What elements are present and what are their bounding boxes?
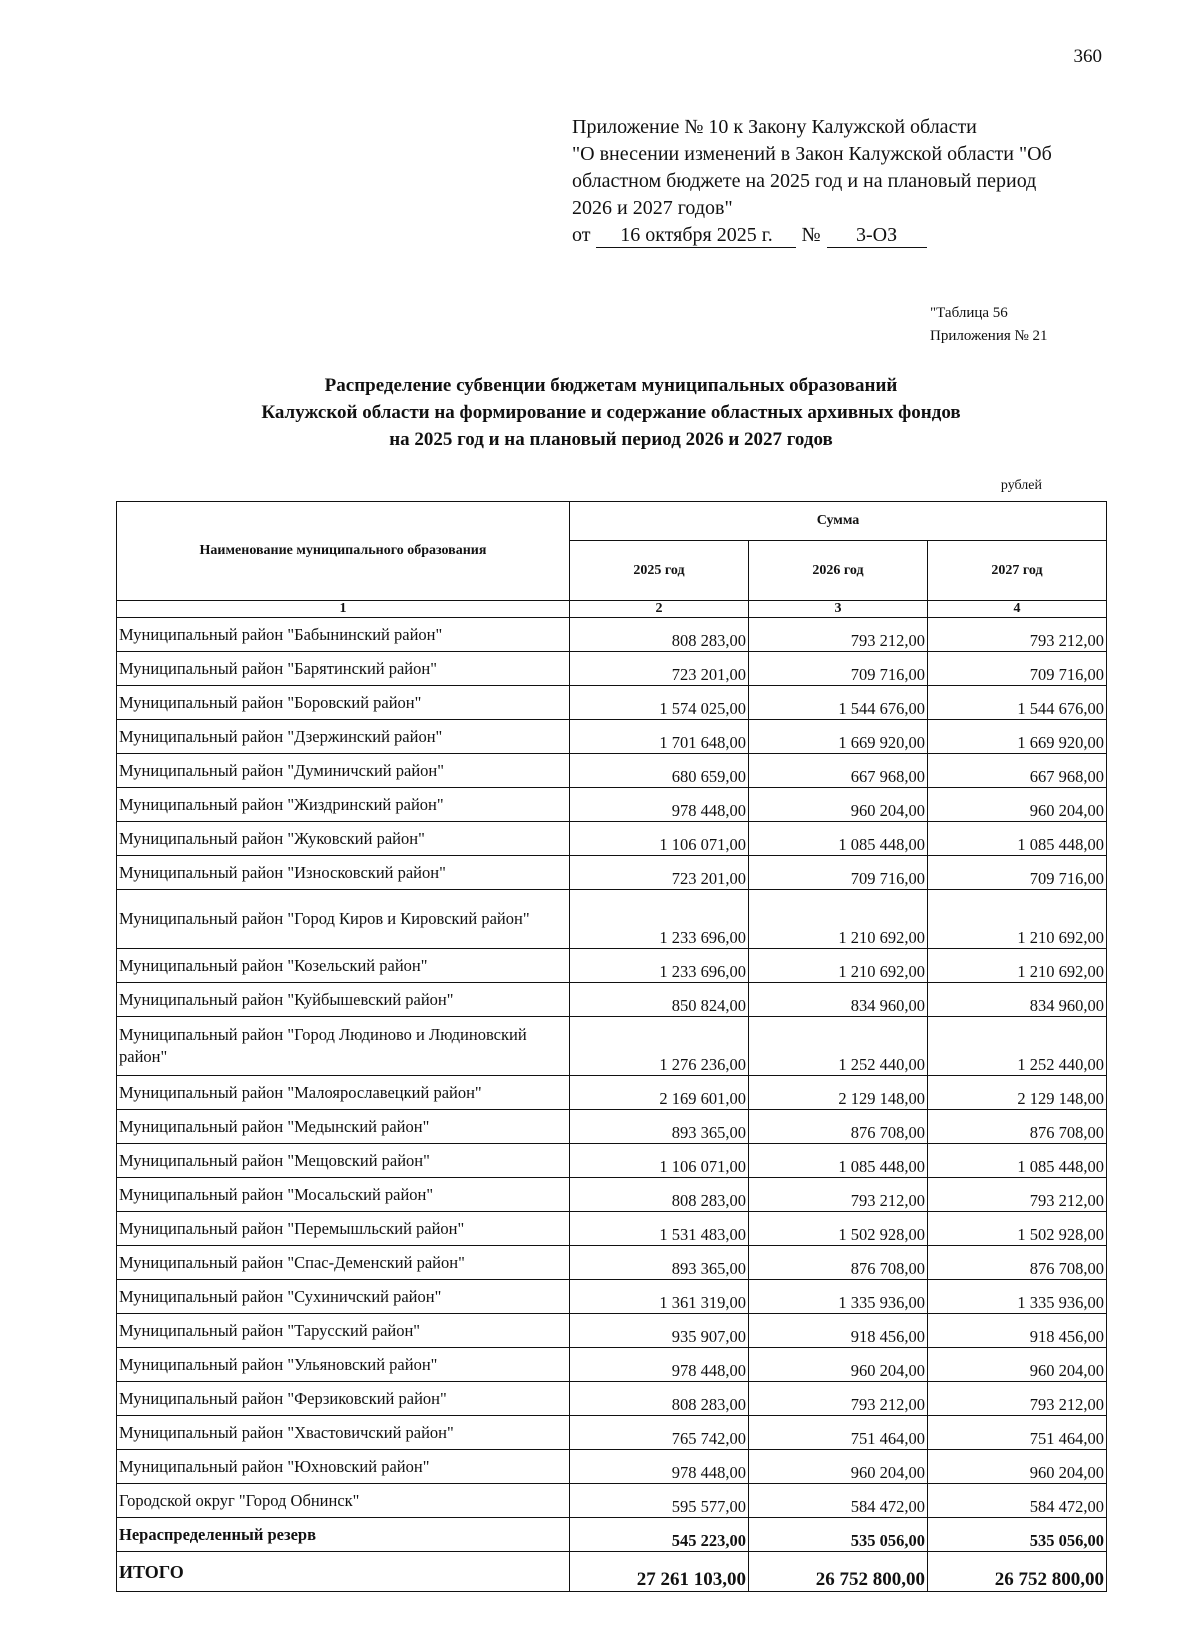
amount-2027: 1 502 928,00 — [928, 1212, 1107, 1246]
amount-2026: 834 960,00 — [749, 983, 928, 1017]
table-ref-line: Приложения № 21 — [930, 328, 1048, 344]
column-index: 2 — [570, 601, 749, 618]
table-row — [117, 1178, 1107, 1212]
table-row — [117, 1110, 1107, 1144]
amount-2027: 876 708,00 — [928, 1110, 1107, 1144]
amount-2025: 765 742,00 — [570, 1416, 749, 1450]
amount-2027: 918 456,00 — [928, 1314, 1107, 1348]
municipality-name: Городской округ "Город Обнинск" — [117, 1484, 570, 1518]
column-index: 4 — [928, 601, 1107, 618]
amount-2025: 1 233 696,00 — [570, 890, 749, 949]
amount-2025: 893 365,00 — [570, 1246, 749, 1280]
document-number: 3-ОЗ — [827, 223, 927, 248]
amount-2027: 709 716,00 — [928, 856, 1107, 890]
amount-2027: 1 335 936,00 — [928, 1280, 1107, 1314]
table-row — [117, 983, 1107, 1017]
municipality-name: Муниципальный район "Жиздринский район" — [117, 788, 570, 822]
units-label: рублей — [1000, 478, 1042, 493]
table-row — [117, 1017, 1107, 1076]
municipality-name: Муниципальный район "Куйбышевский район" — [117, 983, 570, 1017]
municipality-name: Муниципальный район "Сухиничский район" — [117, 1280, 570, 1314]
amount-2025: 978 448,00 — [570, 788, 749, 822]
amount-2025: 893 365,00 — [570, 1110, 749, 1144]
amount-2025: 808 283,00 — [570, 1382, 749, 1416]
amount-2026: 960 204,00 — [749, 788, 928, 822]
attachment-header — [572, 114, 1112, 249]
amount-2026: 876 708,00 — [749, 1110, 928, 1144]
table-ref-line: "Таблица 56 — [930, 305, 1008, 321]
amount-2025: 1 701 648,00 — [570, 720, 749, 754]
table-row — [117, 618, 1107, 652]
amount-2027: 709 716,00 — [928, 652, 1107, 686]
amount-2025: 680 659,00 — [570, 754, 749, 788]
amount-2026: 793 212,00 — [749, 618, 928, 652]
table-row — [117, 788, 1107, 822]
amount-2027: 1 252 440,00 — [928, 1017, 1107, 1076]
amount-2027: 1 085 448,00 — [928, 822, 1107, 856]
amount-2027: 793 212,00 — [928, 1382, 1107, 1416]
table-row — [117, 1144, 1107, 1178]
municipality-name: Муниципальный район "Малоярославецкий район" — [117, 1076, 570, 1110]
amount-2026: 709 716,00 — [749, 652, 928, 686]
municipality-name: Муниципальный район "Перемышльский район" — [117, 1212, 570, 1246]
amount-2026: 1 210 692,00 — [749, 949, 928, 983]
amount-2025: 595 577,00 — [570, 1484, 749, 1518]
amount-2026: 1 669 920,00 — [749, 720, 928, 754]
municipality-name: Муниципальный район "Тарусский район" — [117, 1314, 570, 1348]
table-reference — [930, 302, 1048, 348]
amount-2026: 584 472,00 — [749, 1484, 928, 1518]
municipality-name: Муниципальный район "Спас-Деменский район" — [117, 1246, 570, 1280]
amount-2026: 1 502 928,00 — [749, 1212, 928, 1246]
amount-2027: 584 472,00 — [928, 1484, 1107, 1518]
title-line: на 2025 год и на плановый период 2026 и 2027 годов — [389, 429, 833, 450]
attachment-line: областном бюджете на 2025 год и на плановый период — [572, 170, 1037, 192]
amount-2025: 1 276 236,00 — [570, 1017, 749, 1076]
table-row — [117, 890, 1107, 949]
table-row — [117, 949, 1107, 983]
amount-2025: 1 233 696,00 — [570, 949, 749, 983]
amount-2027: 834 960,00 — [928, 983, 1107, 1017]
table-row — [117, 686, 1107, 720]
table-row — [117, 1212, 1107, 1246]
amount-2027: 960 204,00 — [928, 1348, 1107, 1382]
header-year-2025: 2025 год — [570, 541, 749, 601]
amount-2027: 535 056,00 — [928, 1518, 1107, 1552]
municipality-name: Муниципальный район "Мещовский район" — [117, 1144, 570, 1178]
table-row — [117, 1484, 1107, 1518]
table-row — [117, 1450, 1107, 1484]
amount-2025: 808 283,00 — [570, 1178, 749, 1212]
amount-2026: 960 204,00 — [749, 1450, 928, 1484]
table-row — [117, 1348, 1107, 1382]
total-2026: 26 752 800,00 — [749, 1552, 928, 1592]
attachment-line: Приложение № 10 к Закону Калужской области — [572, 116, 977, 138]
header-municipality: Наименование муниципального образования — [117, 502, 570, 601]
document-date: 16 октября 2025 г. — [596, 223, 796, 248]
amount-2027: 960 204,00 — [928, 788, 1107, 822]
attachment-line: "О внесении изменений в Закон Калужской области "Об — [572, 143, 1052, 165]
amount-2026: 751 464,00 — [749, 1416, 928, 1450]
municipality-name: Муниципальный район "Город Людиново и Людиновский район" — [117, 1017, 570, 1076]
amount-2025: 2 169 601,00 — [570, 1076, 749, 1110]
municipality-name: Муниципальный район "Дзержинский район" — [117, 720, 570, 754]
header-year-2026: 2026 год — [749, 541, 928, 601]
amount-2026: 667 968,00 — [749, 754, 928, 788]
municipality-name: Муниципальный район "Ульяновский район" — [117, 1348, 570, 1382]
municipality-name: Муниципальный район "Ферзиковский район" — [117, 1382, 570, 1416]
amount-2026: 1 544 676,00 — [749, 686, 928, 720]
amount-2025: 808 283,00 — [570, 618, 749, 652]
amount-2025: 1 531 483,00 — [570, 1212, 749, 1246]
amount-2027: 751 464,00 — [928, 1416, 1107, 1450]
amount-2027: 1 085 448,00 — [928, 1144, 1107, 1178]
total-row — [117, 1552, 1107, 1592]
table-row — [117, 1382, 1107, 1416]
table-row — [117, 754, 1107, 788]
amount-2026: 1 085 448,00 — [749, 1144, 928, 1178]
table-row — [117, 1314, 1107, 1348]
title-line: Распределение субвенции бюджетам муниципальных образований — [324, 375, 898, 396]
amount-2025: 850 824,00 — [570, 983, 749, 1017]
column-index: 1 — [117, 601, 570, 618]
table-row — [117, 1076, 1107, 1110]
municipality-name: Муниципальный район "Бабынинский район" — [117, 618, 570, 652]
amount-2026: 535 056,00 — [749, 1518, 928, 1552]
document-title — [116, 372, 1106, 453]
amount-2026: 793 212,00 — [749, 1178, 928, 1212]
municipality-name: Муниципальный район "Медынский район" — [117, 1110, 570, 1144]
amount-2026: 1 210 692,00 — [749, 890, 928, 949]
column-index: 3 — [749, 601, 928, 618]
amount-2027: 1 210 692,00 — [928, 890, 1107, 949]
from-label: от — [572, 224, 591, 246]
table-row — [117, 1518, 1107, 1552]
amount-2026: 1 335 936,00 — [749, 1280, 928, 1314]
municipality-name: Муниципальный район "Хвастовичский район" — [117, 1416, 570, 1450]
total-2025: 27 261 103,00 — [570, 1552, 749, 1592]
amount-2026: 1 252 440,00 — [749, 1017, 928, 1076]
table-row — [117, 856, 1107, 890]
table-row — [117, 1246, 1107, 1280]
amount-2026: 793 212,00 — [749, 1382, 928, 1416]
amount-2025: 1 361 319,00 — [570, 1280, 749, 1314]
subvention-table — [116, 501, 1107, 1592]
total-label: ИТОГО — [117, 1552, 570, 1592]
table-row — [117, 822, 1107, 856]
amount-2027: 793 212,00 — [928, 1178, 1107, 1212]
municipality-name: Муниципальный район "Износковский район" — [117, 856, 570, 890]
municipality-name: Муниципальный район "Боровский район" — [117, 686, 570, 720]
amount-2025: 1 106 071,00 — [570, 1144, 749, 1178]
municipality-name: Муниципальный район "Мосальский район" — [117, 1178, 570, 1212]
amount-2027: 1 210 692,00 — [928, 949, 1107, 983]
municipality-name: Муниципальный район "Жуковский район" — [117, 822, 570, 856]
amount-2026: 918 456,00 — [749, 1314, 928, 1348]
amount-2027: 667 968,00 — [928, 754, 1107, 788]
number-label: № — [801, 224, 821, 246]
table-row — [117, 1416, 1107, 1450]
amount-2026: 1 085 448,00 — [749, 822, 928, 856]
amount-2027: 793 212,00 — [928, 618, 1107, 652]
amount-2025: 978 448,00 — [570, 1450, 749, 1484]
header-sum: Сумма — [570, 502, 1107, 541]
table-body — [117, 618, 1107, 1552]
amount-2027: 876 708,00 — [928, 1246, 1107, 1280]
amount-2025: 723 201,00 — [570, 856, 749, 890]
amount-2027: 1 669 920,00 — [928, 720, 1107, 754]
header-year-2027: 2027 год — [928, 541, 1107, 601]
amount-2026: 960 204,00 — [749, 1348, 928, 1382]
table-row — [117, 652, 1107, 686]
municipality-name: Муниципальный район "Думиничский район" — [117, 754, 570, 788]
total-2027: 26 752 800,00 — [928, 1552, 1107, 1592]
amount-2025: 1 574 025,00 — [570, 686, 749, 720]
amount-2027: 960 204,00 — [928, 1450, 1107, 1484]
amount-2025: 723 201,00 — [570, 652, 749, 686]
document-date-line — [572, 222, 1112, 249]
amount-2025: 1 106 071,00 — [570, 822, 749, 856]
municipality-name: Муниципальный район "Барятинский район" — [117, 652, 570, 686]
municipality-name: Нераспределенный резерв — [117, 1518, 570, 1552]
municipality-name: Муниципальный район "Город Киров и Кировский район" — [117, 890, 570, 949]
amount-2027: 1 544 676,00 — [928, 686, 1107, 720]
amount-2025: 545 223,00 — [570, 1518, 749, 1552]
page-number: 360 — [1073, 46, 1102, 67]
amount-2026: 709 716,00 — [749, 856, 928, 890]
attachment-line: 2026 и 2027 годов" — [572, 197, 733, 219]
table-row — [117, 1280, 1107, 1314]
amount-2025: 978 448,00 — [570, 1348, 749, 1382]
amount-2026: 876 708,00 — [749, 1246, 928, 1280]
title-line: Калужской области на формирование и содержание областных архивных фондов — [261, 402, 961, 423]
municipality-name: Муниципальный район "Юхновский район" — [117, 1450, 570, 1484]
table-row — [117, 720, 1107, 754]
amount-2025: 935 907,00 — [570, 1314, 749, 1348]
municipality-name: Муниципальный район "Козельский район" — [117, 949, 570, 983]
amount-2027: 2 129 148,00 — [928, 1076, 1107, 1110]
amount-2026: 2 129 148,00 — [749, 1076, 928, 1110]
